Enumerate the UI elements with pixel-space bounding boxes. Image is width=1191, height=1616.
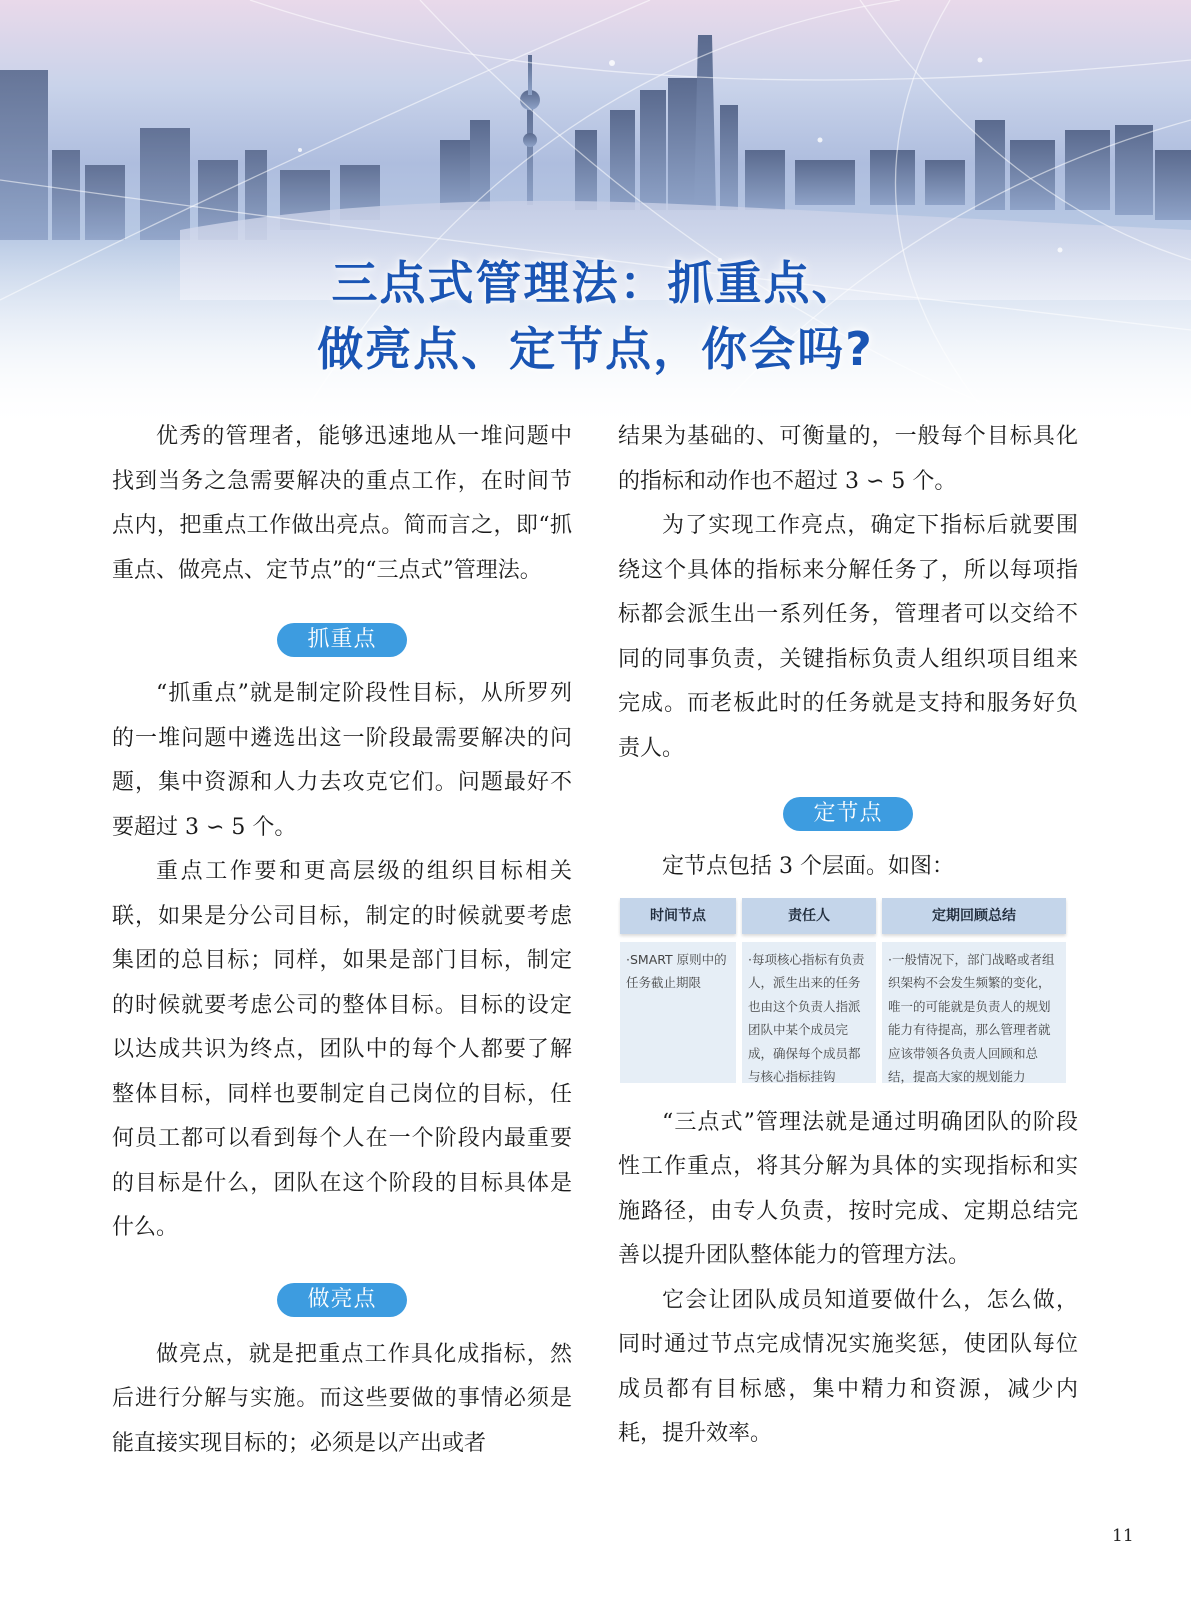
figure-cell-owner: ·每项核心指标有负责人，派生出来的任务也由这个负责人指派团队中某个成员完成，确保每个成员都与核心指标挂钩: [742, 942, 876, 1083]
node-levels-figure: [620, 898, 1072, 1083]
section-heading-wrap: [618, 797, 1078, 831]
section1-paragraph-1: “抓重点”就是制定阶段性目标，从所罗列的一堆问题中遴选出这一阶段最需要解决的问题，集中资源和人力去攻克它们。问题最好不要超过 3 ∽ 5 个。: [112, 681, 572, 840]
continued-paragraph: 结果为基础的、可衡量的，一般每个目标具化的指标和动作也不超过 3 ∽ 5 个。: [618, 424, 1078, 494]
figure-header-time-node: 时间节点: [620, 898, 736, 934]
right-column: [618, 415, 1078, 1457]
page-number: 11: [1112, 1526, 1134, 1546]
right-paragraph-4: 它会让团队成员知道要做什么，怎么做，同时通过节点完成情况实施奖惩，使团队每位成员都有目标感，集中精力和资源，减少内耗，提升效率。: [618, 1287, 1078, 1446]
section1-paragraph-2: 重点工作要和更高层级的组织目标相关联，如果是分公司目标，制定的时候就要考虑集团的总目标；同样，如果是部门目标，制定的时候就要考虑公司的整体目标。目标的设定以达成共识为终点，团队中的每个人都要了解整体目标，同样也要制定自己岗位的目标，任何员工都可以看到每个人在一个阶段内最重要的目标是什么，团队在这个阶段的目标具体是什么。: [112, 859, 572, 1240]
figure-cell-review: ·一般情况下，部门战略或者组织架构不会发生频繁的变化，唯一的可能就是负责人的规划能力有待提高，那么管理者就应该带领各负责人回顾和总结，提高大家的规划能力: [882, 942, 1066, 1083]
section-heading-dingjiedian: 定节点: [783, 797, 912, 831]
section-heading-wrap: [112, 1283, 572, 1317]
section2-paragraph-1: 做亮点，就是把重点工作具化成指标，然后进行分解与实施。而这些要做的事情必须是能直接实现目标的；必须是以产出或者: [112, 1341, 572, 1456]
intro-paragraph: 优秀的管理者，能够迅速地从一堆问题中找到当务之急需要解决的重点工作，在时间节点内，把重点工作做出亮点。简而言之，即“抓重点、做亮点、定节点”的“三点式”管理法。: [112, 424, 572, 583]
hero-banner: [0, 0, 1191, 430]
section-heading-zuoliangdian: 做亮点: [277, 1283, 406, 1317]
right-paragraph-3: “三点式”管理法就是通过明确团队的阶段性工作重点，将其分解为具体的实现指标和实施路径，由专人负责，按时完成、定期总结完善以提升团队整体能力的管理方法。: [618, 1109, 1078, 1268]
right-paragraph-2: 为了实现工作亮点，确定下指标后就要围绕这个具体的指标来分解任务了，所以每项指标都会派生出一系列任务，管理者可以交给不同的同事负责，关键指标负责人组织项目组来完成。而老板此时的任务就是支持和服务好负责人。: [618, 513, 1078, 761]
figure-cell-time-node: ·SMART 原则中的任务截止期限: [620, 942, 736, 1083]
section-heading-wrap: [112, 623, 572, 657]
figure-header-owner: 责任人: [742, 898, 876, 934]
article-title-line-1: 三点式管理法：抓重点、: [331, 256, 860, 310]
article-title-line-2: 做亮点、定节点，你会吗?: [317, 322, 874, 376]
section-heading-zhuazhongdian: 抓重点: [277, 623, 406, 657]
left-column: [112, 415, 572, 1466]
figure-header-review: 定期回顾总结: [882, 898, 1066, 934]
section3-paragraph-1: 定节点包括 3 个层面。如图：: [662, 854, 954, 879]
